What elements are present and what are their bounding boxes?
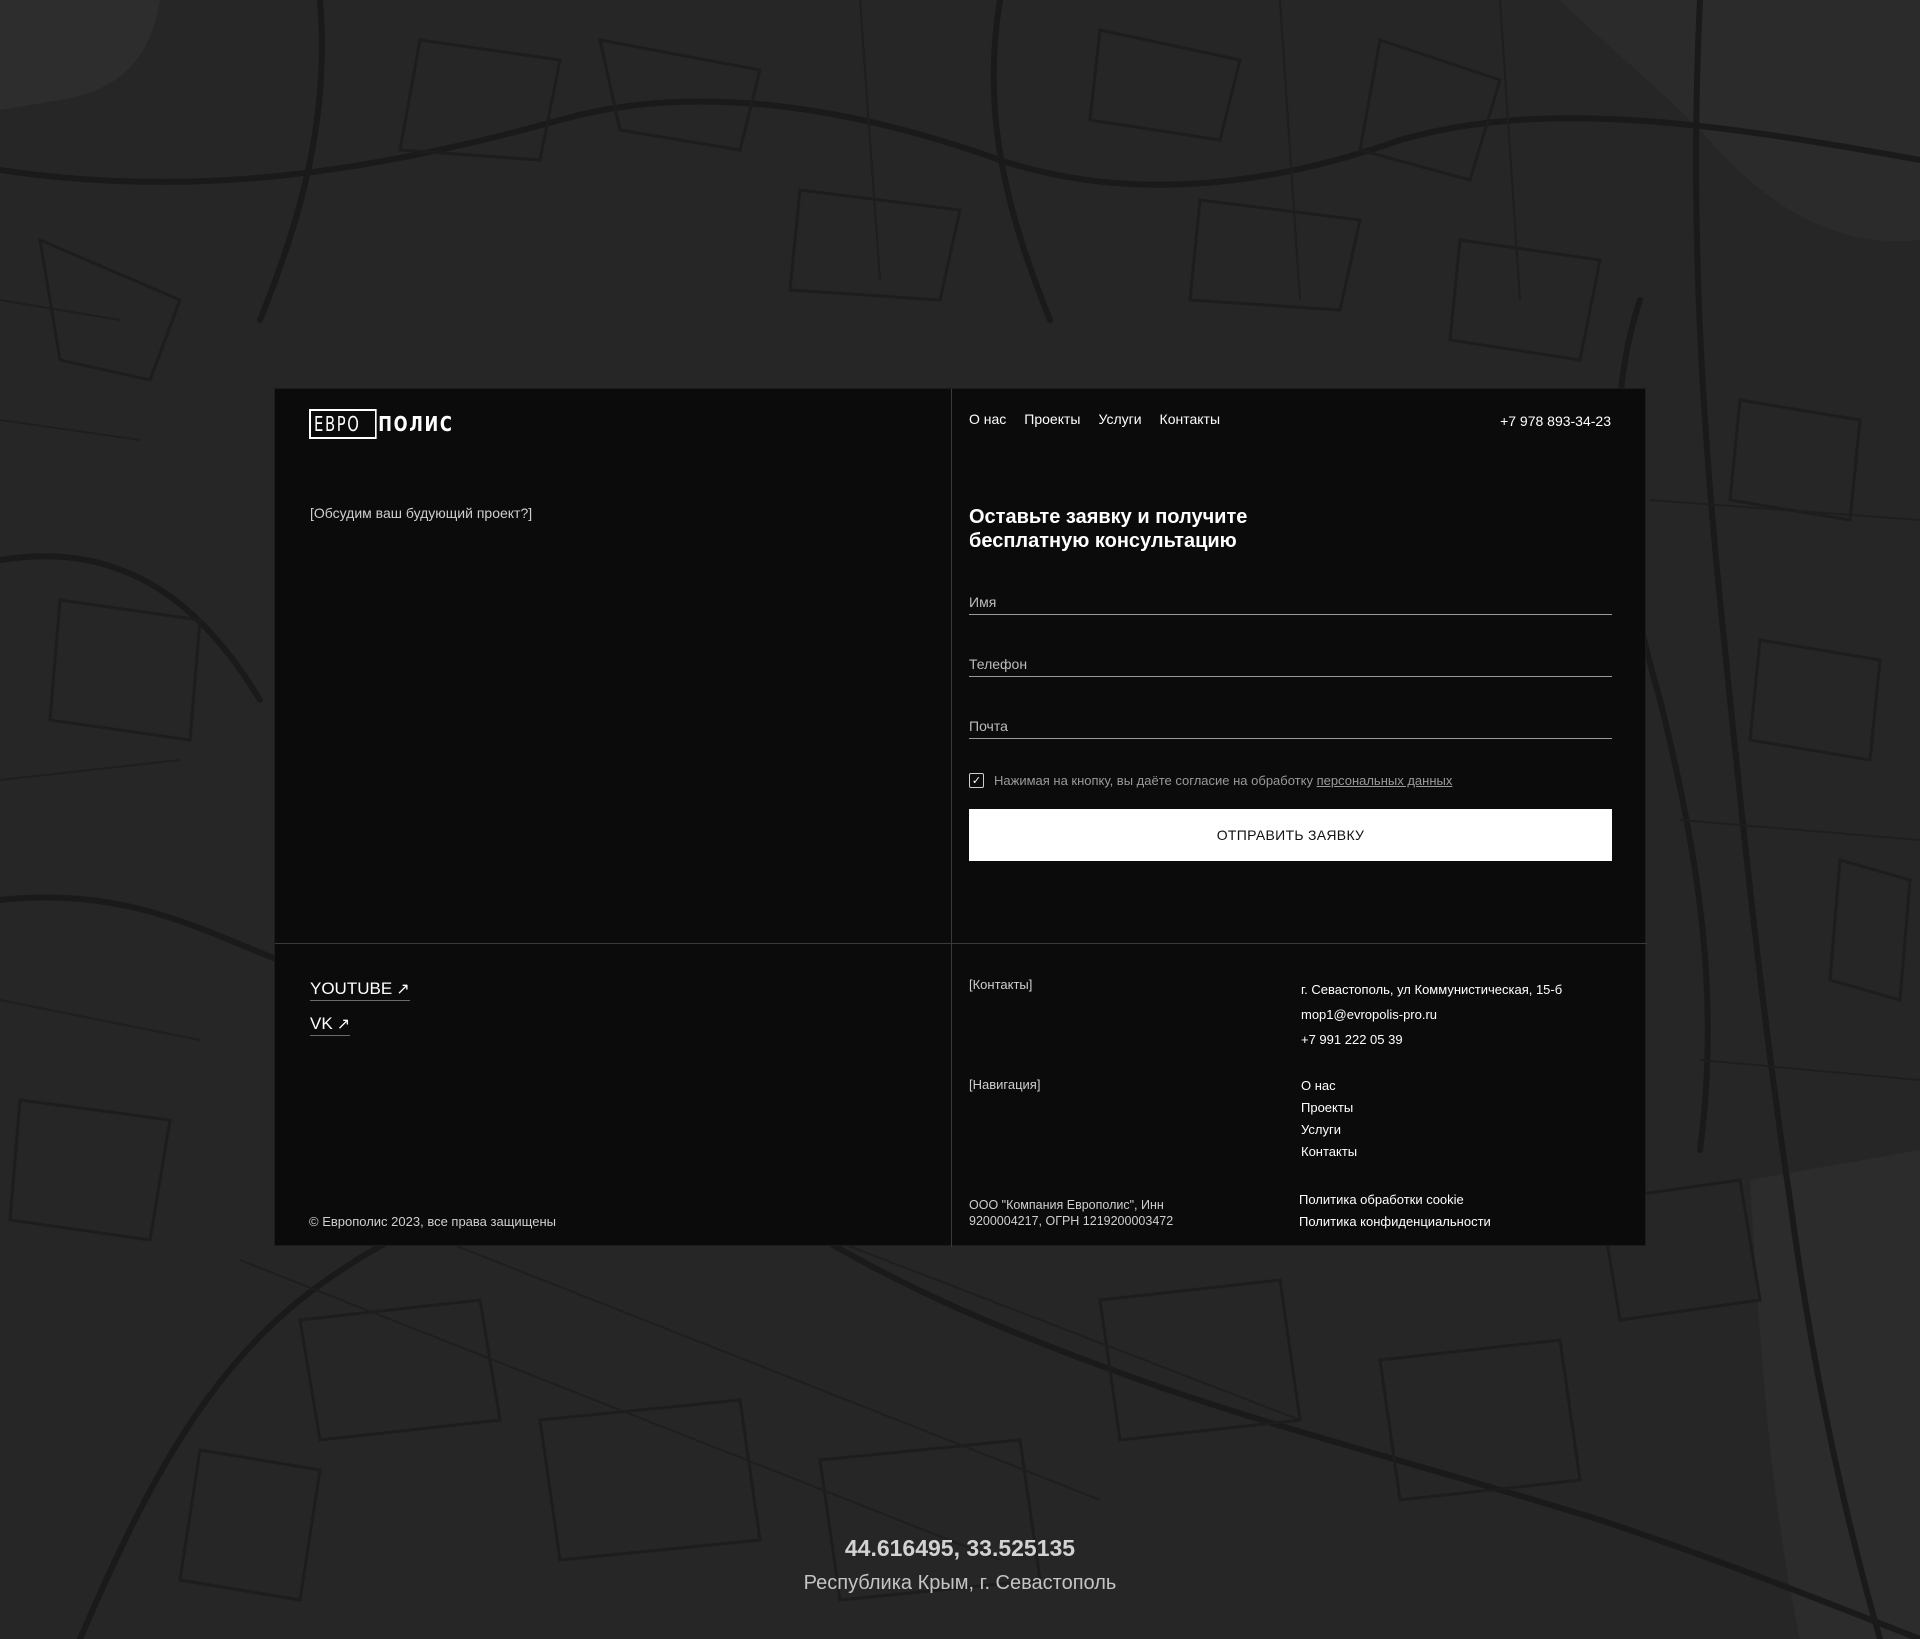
footer-nav-projects[interactable]: Проекты xyxy=(1301,1100,1354,1115)
arrow-up-right-icon: ↗ xyxy=(396,981,410,998)
policies xyxy=(1299,1189,1491,1233)
vk-link[interactable]: VK ↗ xyxy=(310,1014,350,1036)
phone-field xyxy=(969,651,1612,677)
name-input[interactable] xyxy=(969,589,1612,614)
nav-contacts[interactable]: Контакты xyxy=(1159,411,1221,427)
nav-projects[interactable]: Проекты xyxy=(1024,411,1081,427)
consent-text: Нажимая на кнопку, вы даёте согласие на обработку персональных данных xyxy=(994,773,1453,788)
map-coordinates: 44.616495, 33.525135 xyxy=(844,1535,1076,1561)
logo-text: ПОЛИС xyxy=(375,409,454,439)
footer-nav-contacts[interactable]: Контакты xyxy=(1301,1144,1358,1159)
legal-info: ООО "Компания Европолис", Инн 9200004217, ОГРН 1219200003472 xyxy=(969,1198,1174,1228)
logo[interactable] xyxy=(309,407,471,440)
logo-boxed-part: ЕВРО xyxy=(309,409,375,439)
footer-nav-about[interactable]: О нас xyxy=(1301,1078,1336,1093)
contacts-list xyxy=(1301,977,1562,1052)
youtube-link[interactable]: YOUTUBE ↗ xyxy=(310,979,410,1001)
consent-checkbox[interactable] xyxy=(969,773,984,788)
form-title: Оставьте заявку и получите бесплатную консультацию xyxy=(969,506,1248,552)
navigation-label: [Навигация] xyxy=(969,1077,1041,1092)
email-input[interactable] xyxy=(969,713,1612,738)
email-link[interactable]: mop1@evropolis-pro.ru xyxy=(1301,1007,1438,1022)
map-region: Республика Крым, г. Севастополь xyxy=(803,1572,1117,1594)
horizontal-divider xyxy=(275,943,1647,944)
vertical-divider xyxy=(951,389,952,1247)
personal-data-link[interactable]: персональных данных xyxy=(1316,773,1453,788)
address: г. Севастополь, ул Коммунистическая, 15-б xyxy=(1301,982,1563,997)
nav-about[interactable]: О нас xyxy=(969,411,1007,427)
hero-tagline: [Обсудим ваш будующий проект?] xyxy=(310,505,533,521)
phone-input[interactable] xyxy=(969,651,1612,676)
consent-row xyxy=(969,773,1452,788)
contact-card xyxy=(274,388,1646,1246)
footer-nav-services[interactable]: Услуги xyxy=(1301,1122,1341,1137)
email-field xyxy=(969,713,1612,739)
privacy-policy-link[interactable]: Политика конфиденциальности xyxy=(1299,1214,1491,1229)
phone-link[interactable]: +7 991 222 05 39 xyxy=(1301,1032,1403,1047)
submit-button[interactable]: ОТПРАВИТЬ ЗАЯВКУ xyxy=(969,809,1612,861)
header-phone[interactable]: +7 978 893-34-23 xyxy=(1500,413,1611,429)
top-nav xyxy=(969,411,1220,427)
contacts-label: [Контакты] xyxy=(969,977,1033,992)
footer-nav xyxy=(1301,1075,1357,1163)
arrow-up-right-icon: ↗ xyxy=(336,1016,351,1033)
check-icon: ✓ xyxy=(971,775,982,787)
copyright: © Европолис 2023, все права защищены xyxy=(309,1214,556,1229)
nav-services[interactable]: Услуги xyxy=(1098,411,1142,427)
name-field xyxy=(969,589,1612,615)
cookie-policy-link[interactable]: Политика обработки cookie xyxy=(1299,1192,1464,1207)
